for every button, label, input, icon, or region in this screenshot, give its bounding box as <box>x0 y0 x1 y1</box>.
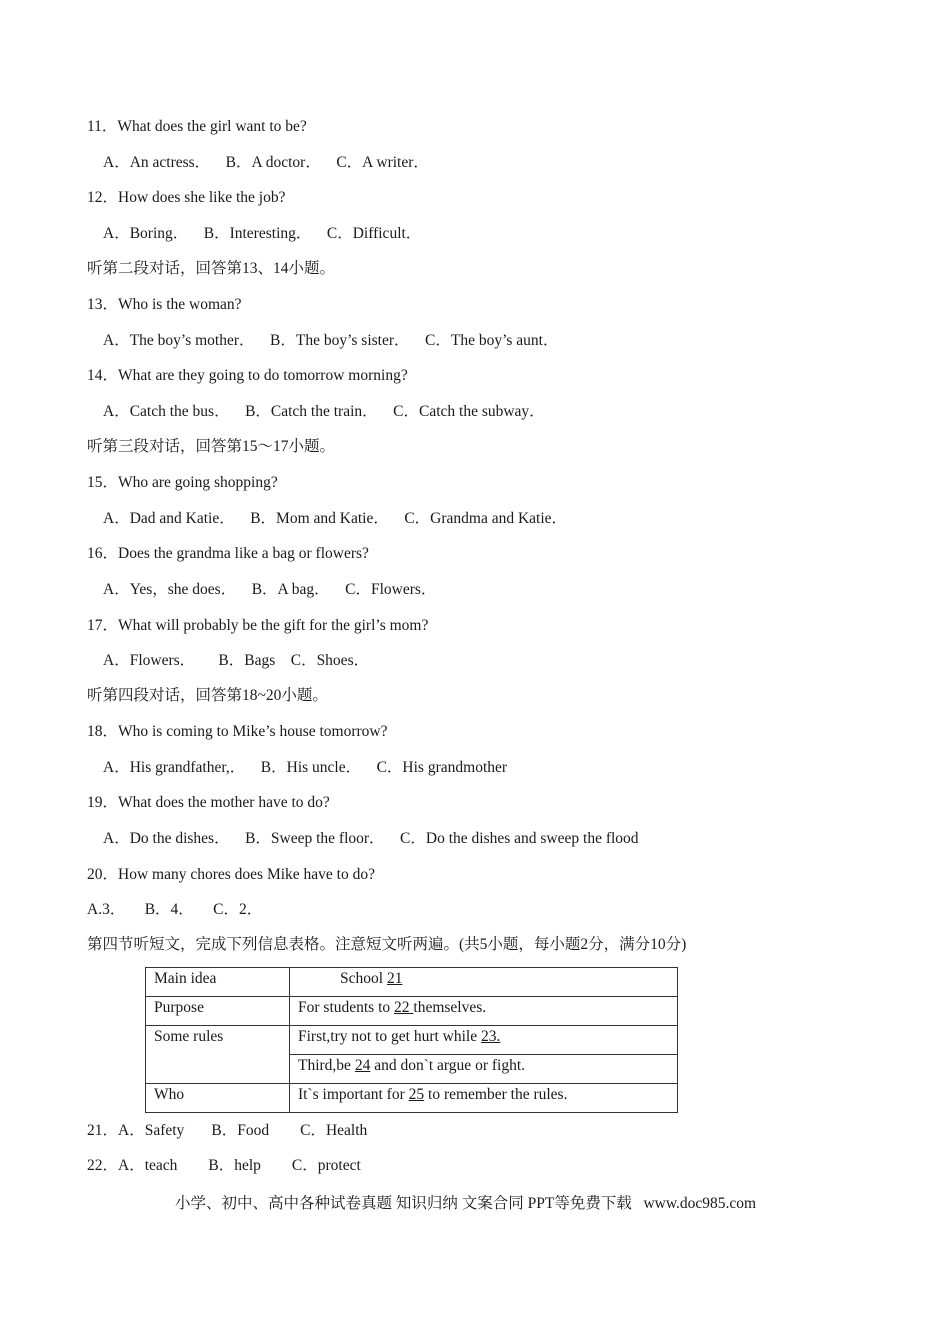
cell-text: It`s important for <box>298 1086 409 1103</box>
blank-25: 25 <box>408 1086 425 1103</box>
section-heading-3: 听第三段对话，回答第15～17小题。 <box>87 438 336 455</box>
options-13: A．The boy’s mother． B．The boy’s sister． C．The boy’s aunt． <box>103 332 559 349</box>
info-table <box>145 967 678 1113</box>
blank-24: 24 <box>354 1057 371 1074</box>
options-11: A．An actress． B．A doctor． C．A writer． <box>103 154 429 171</box>
cell-text: to remember the rules. <box>424 1086 568 1103</box>
question-13: 13．Who is the woman? <box>87 296 242 313</box>
question-20: 20．How many chores does Mike have to do? <box>87 866 375 883</box>
options-14: A．Catch the bus． B．Catch the train． C．Catch the subway． <box>103 403 545 420</box>
options-12: A．Boring． B．Interesting． C．Difficult． <box>103 225 422 242</box>
row-content <box>290 1084 678 1113</box>
question-14: 14．What are they going to do tomorrow morning? <box>87 367 408 384</box>
blank-22: 22 <box>394 999 414 1016</box>
options-20: A.3． B．4． C．2． <box>87 901 263 918</box>
question-11: 11．What does the girl want to be? <box>87 118 307 135</box>
question-18: 18．Who is coming to Mike’s house tomorrow? <box>87 723 388 740</box>
row-label: Who <box>146 1084 290 1113</box>
blank-23: 23. <box>480 1028 501 1045</box>
table-row <box>146 1026 678 1055</box>
cell-text: School <box>340 970 387 987</box>
table-row <box>146 968 678 997</box>
table-row <box>146 997 678 1026</box>
cell-text: and don`t argue or fight. <box>370 1057 526 1074</box>
table-row <box>146 1084 678 1113</box>
row-content <box>290 1055 678 1084</box>
question-19: 19．What does the mother have to do? <box>87 794 330 811</box>
section-heading-2: 听第二段对话，回答第13、14小题。 <box>87 260 336 277</box>
options-17: A．Flowers． B．Bags C．Shoes． <box>103 652 370 669</box>
cell-text: themselves. <box>413 999 487 1016</box>
question-17: 17．What will probably be the gift for the girl’s mom? <box>87 617 429 634</box>
question-16: 16．Does the grandma like a bag or flowers? <box>87 545 369 562</box>
row-content <box>290 968 678 997</box>
page-footer: 小学、初中、高中各种试卷真题 知识归纳 文案合同 PPT等免费下载 www.doc985.com <box>175 1195 757 1212</box>
row-content <box>290 997 678 1026</box>
blank-21: 21 <box>386 970 403 987</box>
row-label: Purpose <box>146 997 290 1026</box>
row-label: Some rules <box>146 1026 290 1084</box>
options-16: A．Yes，she does． B．A bag． C．Flowers． <box>103 581 437 598</box>
cell-text: Third,be <box>298 1057 355 1074</box>
question-12: 12．How does she like the job? <box>87 189 286 206</box>
row-label: Main idea <box>146 968 290 997</box>
answer-options-21: 21．A．Safety B．Food C．Health <box>87 1122 368 1139</box>
cell-text: First,try not to get hurt while <box>298 1028 481 1045</box>
section-4-heading: 第四节听短文，完成下列信息表格。注意短文听两遍。(共5小题，每小题2分，满分10分) <box>87 936 687 953</box>
question-15: 15．Who are going shopping? <box>87 474 278 491</box>
options-15: A．Dad and Katie． B．Mom and Katie． C．Grandma and Katie． <box>103 510 568 527</box>
row-content <box>290 1026 678 1055</box>
cell-text: For students to <box>298 999 395 1016</box>
section-heading-4: 听第四段对话，回答第18~20小题。 <box>87 687 328 704</box>
answer-options-22: 22．A．teach B．help C．protect <box>87 1157 361 1174</box>
options-19: A．Do the dishes． B．Sweep the floor． C．Do the dishes and sweep the flood <box>103 830 639 847</box>
options-18: A．His grandfather,． B．His uncle． C．His grandmother <box>103 759 508 776</box>
